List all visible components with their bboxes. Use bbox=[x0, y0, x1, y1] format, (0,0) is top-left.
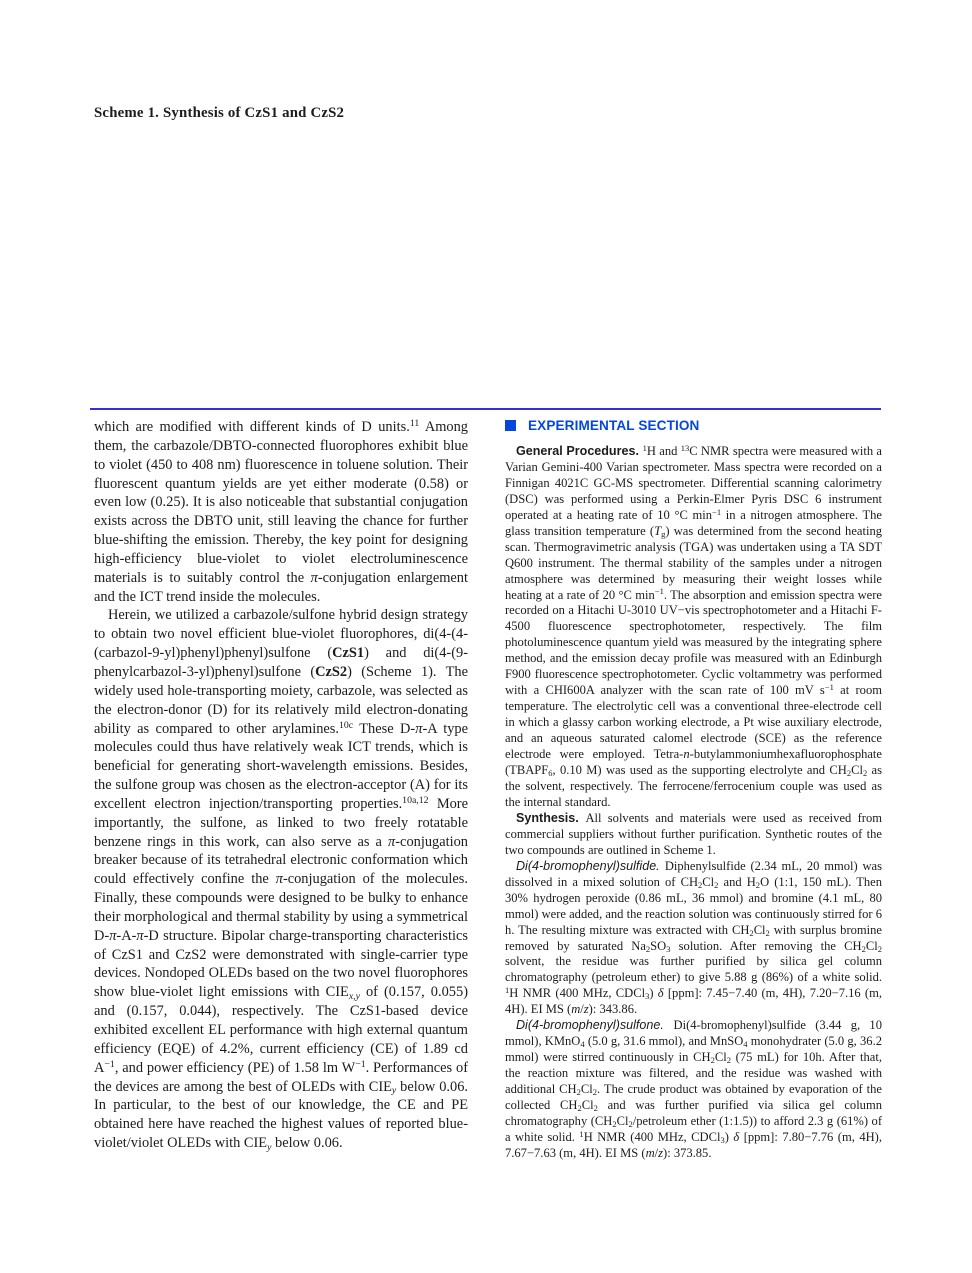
experimental-paragraph bbox=[505, 1018, 882, 1162]
paragraph-text: Diphenylsulfide (2.34 mL, 20 mmol) was dissolved in a mixed solution of $CH_2Cl_2$ and $H_2O$ (1:1, 150 mL). Then 30% hydrogen peroxide (0.86 mL, 36 mmol) and bromine (4.1 mL, 80 mmol) were added, and the reaction solution was continuously stirred for 6 h. The resulting mixture was extracted with $CH_2Cl_2$ with surplus bromine removed by saturated $Na_2SO_3$ solution. After removing the $CH_2Cl_2$ solvent, the residue was further purified by silica gel column chromatography (petroleum ether) to give 5.88 g (86%) of a white solid. $^1$H NMR (400 MHz, CDCl$_3$) δ [ppm]: 7.45−7.40 (m, 4H), 7.20−7.16 (m, 4H). EI MS (m/z): 343.86. bbox=[505, 858, 883, 1017]
body-paragraph: Herein, we utilized a carbazole/sulfone hybrid design strategy to obtain two novel efficient blue-violet fluorophores, di(4-(4-(carbazol-9-yl)phenyl)phenyl)sulfone (CzS1) and di(4-(9-phenylcarbazol-3-yl)phenyl)sulfone (CzS2) (Scheme 1). The widely used hole-transporting moiety, carbazole, was selected as the electron-donor (D) for its relatively mild electron-donating ability as compared to other arylamines.$^{10c}$ These D-π-A type molecules could thus have relatively weak ICT trends, which is beneficial for generating short-wavelength emissions. Besides, the sulfone group was chosen as the electron-acceptor (A) for its excellent electron injection/transporting properties.$^{10a,12}$ More importantly, the sulfone, as linked to two freely rotatable benzene rings in this work, can also serve as a π-conjugation breaker because of its tetrahedral electronic conformation which could effectively confine the π-conjugation of the molecules. Finally, these compounds were designed to be bulky to enhance their morphological and thermal stability by using a symmetrical D-π-A-π-D structure. Bipolar charge-transporting characteristics of CzS1 and CzS2 were demonstrated with single-carrier type devices. Nondoped OLEDs based on the two novel fluorophores show blue-violet light emissions with $CIE_{x,y}$ of (0.157, 0.055) and (0.157, 0.044), respectively. The CzS1-based device exhibited excellent EL performance with high external quantum efficiency (EQE) of 4.2%, current efficiency (CE) of 1.89 cd $A^{-1}$, and power efficiency (PE) of 1.58 lm $W^{-1}$. Performances of the devices are among the best of OLEDs with $CIE_y$ below 0.06. In particular, to the best of our knowledge, the CE and PE obtained here have reached the highest values of reported blue-violet/violet OLEDs with $CIE_y$ below 0.06. bbox=[94, 607, 469, 1153]
body-paragraph: which are modified with different kinds of D units.$^{11}$ Among them, the carbazole/DBTO-connected fluorophores exhibit blue to violet (450 to 408 nm) fluorescence in toluene solution. Their fluorescent quantum yields are yet either moderate (0.58) or even low (0.25). It is also noticeable that substantial conjugation exists across the DBTO unit, still leaving the chance for further blue-shifting the emission. Thereby, the key point for designing high-efficiency blue-violet to violet electroluminescence materials is to suitably control the π-conjugation enlargement and the ICT trend inside the molecules. bbox=[94, 418, 468, 605]
section-divider-rule bbox=[90, 408, 881, 410]
right-column bbox=[505, 418, 882, 1162]
experimental-paragraph bbox=[505, 444, 882, 811]
experimental-paragraph bbox=[505, 859, 882, 1019]
scheme-figure-area bbox=[94, 135, 881, 395]
paragraph-run-in-heading: Synthesis. bbox=[516, 810, 586, 825]
paragraph-text: All solvents and materials were used as received from commercial suppliers without further purification. Synthetic routes of the two compounds are outlined in Scheme 1. bbox=[505, 810, 882, 857]
paragraph-text: Di(4-bromophenyl)sulfide (3.44 g, 10 mmol), KMnO$_4$ (5.0 g, 31.6 mmol), and MnSO$_4$ monohydrater (5.0 g, 36.2 mmol) were stirred continuously in $CH_2Cl_2$ (75 mL) for 10h. After that, the reaction mixture was filtered, and the residue was washed with additional $CH_2Cl_2$. The crude product was obtained by evaporation of the collected $CH_2Cl_2$ and was further purified via silica gel column chromatography ($CH_2Cl_2$/petroleum ether (1:1.5)) to afford 2.3 g (61%) of a white solid. $^1$H NMR (400 MHz, CDCl$_3$) δ [ppm]: 7.80−7.76 (m, 4H), 7.67−7.63 (m, 4H). EI MS (m/z): 373.85. bbox=[505, 1018, 882, 1160]
experimental-section-body bbox=[505, 444, 882, 1162]
paragraph-run-in-heading: Di(4-bromophenyl)sulfone. bbox=[516, 1018, 674, 1033]
experimental-section-heading-label: EXPERIMENTAL SECTION bbox=[528, 418, 700, 433]
paragraph-run-in-heading: Di(4-bromophenyl)sulfide. bbox=[516, 858, 665, 873]
experimental-section-heading bbox=[505, 418, 882, 434]
square-bullet-icon bbox=[505, 420, 516, 431]
paragraph-text: $^1$H and $^{13}$C NMR spectra were measured with a Varian Gemini-400 Varian spectrometer. Mass spectra were recorded on a Finnigan 4021C GC-MS spectrometer. Differential scanning calorimetry (DSC) was performed using a Perkin-Elmer Pyris DSC 6 instrument operated at a heating rate of 10 °C $\min^{-1}$ in a nitrogen atmosphere. The glass transition temperature $(T_g)$ was determined from the second heating scan. Thermogravimetric analysis (TGA) was undertaken using a TA SDT Q600 instrument. The thermal stability of the samples under a nitrogen atmosphere was determined by measuring their weight losses while heating at a rate of 20 °C $\min^{-1}$. The absorption and emission spectra were recorded on a Hitachi U-3010 UV−vis spectrophotometer and a Hitachi F-4500 fluorescence spectrophotometer, respectively. The film photoluminescence quantum yield was measured by the integrating sphere method, and the emission decay profile was measured with an Edinburgh F900 fluorescence spectrophotometer. Cyclic voltammetry was performed with a CHI600A analyzer with the scan rate of 100 mV $s^{-1}$ at room temperature. The electrolytic cell was a conventional three-electrode cell in which a glassy carbon working electrode, a Pt wise auxiliary electrode, and an aqueous saturated calomel electrode (SCE) as the reference electrode were employed. Tetra-n-butylammoniumhexafluorophosphate ($TBAPF_6$, 0.10 M) was used as the supporting electrolyte and $CH_2Cl_2$ as the solvent, respectively. The ferrocene/ferrocenium couple was used as the internal standard. bbox=[505, 442, 882, 809]
scheme-title: Scheme 1. Synthesis of CzS1 and CzS2 bbox=[94, 105, 345, 121]
experimental-paragraph bbox=[505, 811, 882, 859]
paragraph-run-in-heading: General Procedures. bbox=[516, 443, 643, 458]
left-column bbox=[94, 418, 468, 1153]
